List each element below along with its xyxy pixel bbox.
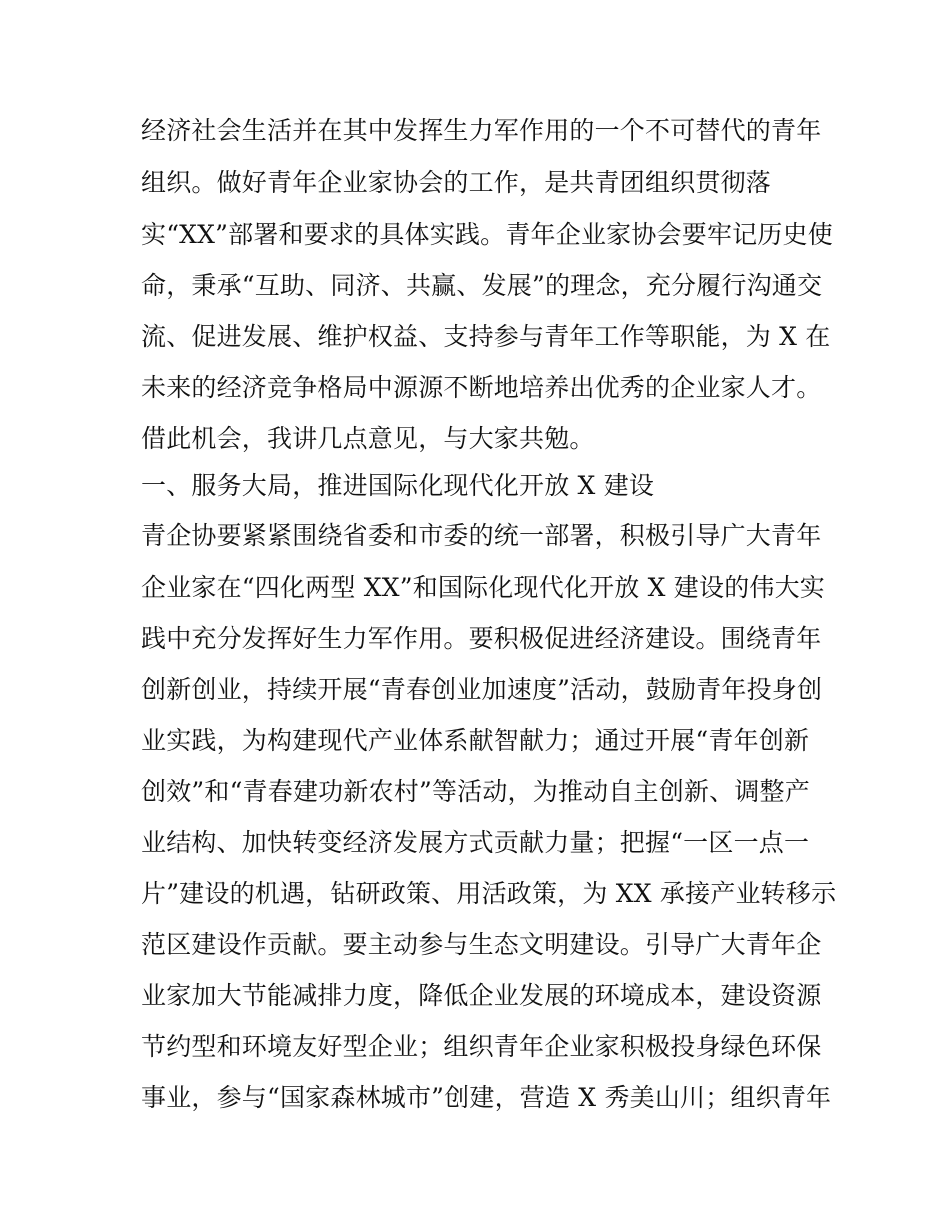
text-line: 片”建设的机遇，钻研政策、用活政策，为 XX 承接产业转移示	[141, 879, 837, 908]
text-line: 创效”和“青春建功新农村”等活动，为推动自主创新、调整产	[141, 777, 810, 806]
section-heading: 一、服务大局，推进国际化现代化开放 X 建设	[141, 471, 655, 500]
text-line: 未来的经济竞争格局中源源不断地培养出优秀的企业家人才。	[141, 373, 822, 402]
text-line: 业结构、加快转变经济发展方式贡献力量；把握“一区一点一	[141, 828, 810, 857]
text-line: 范区建设作贡献。要主动参与生态文明建设。引导广大青年企	[141, 930, 822, 959]
text-line: 事业，参与“国家森林城市”创建，营造 X 秀美山川；组织青年	[141, 1083, 832, 1112]
text-line: 组织。做好青年企业家协会的工作，是共青团组织贯彻落	[141, 168, 772, 197]
text-line: 青企协要紧紧围绕省委和市委的统一部署，积极引导广大青年	[141, 521, 822, 550]
text-line: 命，秉承“互助、同济、共赢、发展”的理念，充分履行沟通交	[141, 271, 823, 300]
text-line: 践中充分发挥好生力军作用。要积极促进经济建设。围绕青年	[141, 624, 822, 653]
text-line: 流、促进发展、维护权益、支持参与青年工作等职能，为 X 在	[141, 322, 831, 351]
text-line: 借此机会，我讲几点意见，与大家共勉。	[141, 424, 595, 453]
text-line: 经济社会生活并在其中发挥生力军作用的一个不可替代的青年	[141, 116, 822, 145]
text-line: 业实践，为构建现代产业体系献智献力；通过开展“青年创新	[141, 726, 810, 755]
text-line: 创新创业，持续开展“青春创业加速度”活动，鼓励青年投身创	[141, 675, 823, 704]
text-line: 企业家在“四化两型 XX”和国际化现代化开放 X 建设的伟大实	[141, 573, 825, 602]
text-line: 节约型和环境友好型企业；组织青年企业家积极投身绿色环保	[141, 1032, 822, 1061]
text-line: 业家加大节能减排力度，降低企业发展的环境成本，建设资源	[141, 981, 822, 1010]
text-line: 实“XX”部署和要求的具体实践。青年企业家协会要牢记历史使	[141, 220, 833, 249]
